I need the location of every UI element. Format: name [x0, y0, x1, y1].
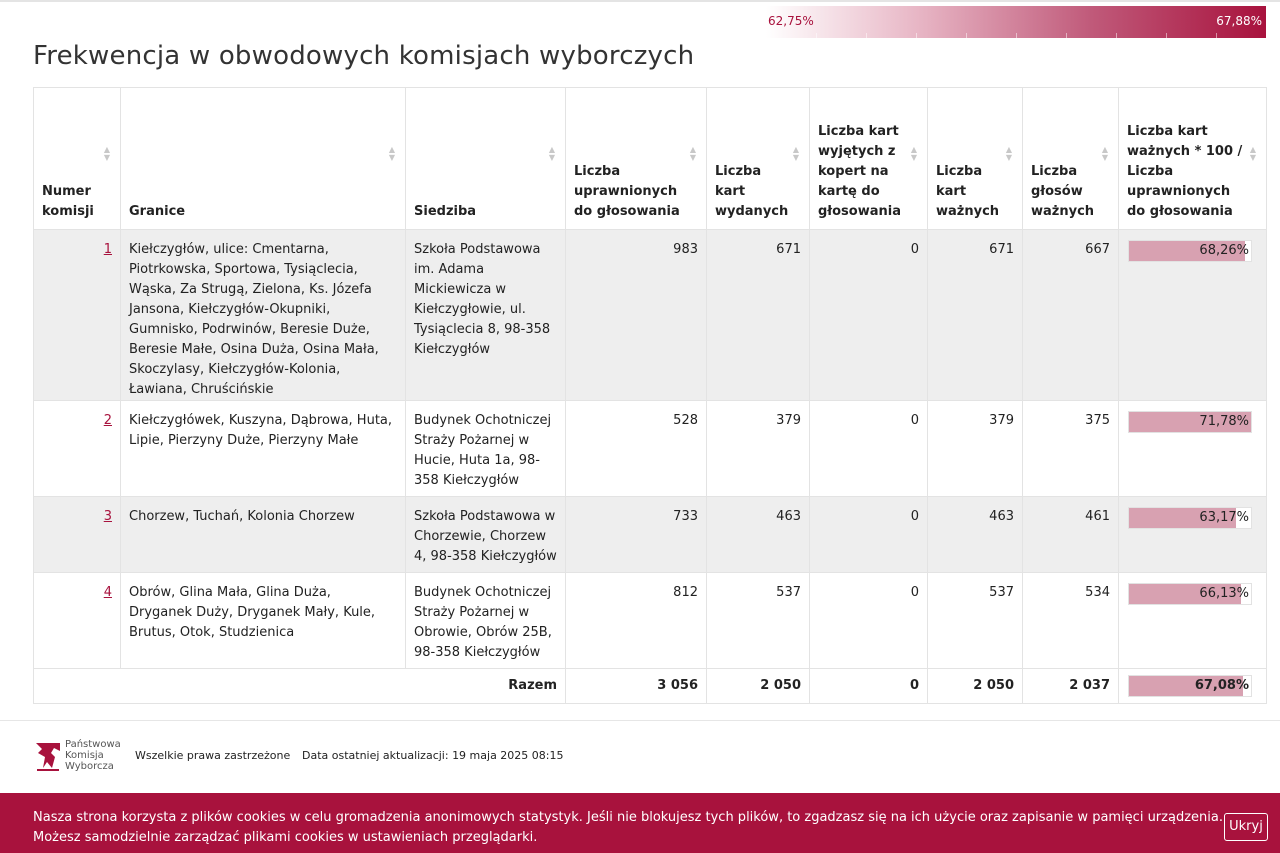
total-label: Razem	[34, 669, 566, 704]
taken-out-cell: 0	[810, 497, 928, 573]
top-divider	[0, 0, 1280, 2]
total-issued: 2 050	[707, 669, 810, 704]
turnout-value: 66,13%	[1199, 586, 1249, 601]
turnout-cell	[1119, 401, 1267, 497]
commission-link[interactable]: 4	[103, 585, 112, 600]
turnout-value: 71,78%	[1199, 414, 1249, 429]
eligible-cell: 812	[566, 573, 707, 669]
issued-cell: 537	[707, 573, 810, 669]
total-valid-votes: 2 037	[1023, 669, 1119, 704]
issued-cell: 463	[707, 497, 810, 573]
sort-arrows-icon: ▲ ▼	[792, 145, 799, 162]
scale-tick	[1116, 33, 1117, 38]
col-header-seat[interactable]: Siedziba ▲ ▼	[406, 88, 566, 230]
valid-votes-cell: 461	[1023, 497, 1119, 573]
col-header-turnout[interactable]: Liczba kart ważnych * 100 / Liczba uprawnionych do głosowania ▲ ▼	[1119, 88, 1267, 230]
cookie-banner	[0, 793, 1280, 853]
commission-number-cell	[34, 497, 121, 573]
logo-text: Państwowa Komisja Wyborcza	[65, 739, 121, 772]
sort-arrows-icon: ▲ ▼	[1249, 145, 1256, 162]
scale-tick	[816, 33, 817, 38]
commission-link[interactable]: 1	[103, 242, 112, 257]
sort-arrows-icon: ▲ ▼	[910, 145, 917, 162]
sort-arrows-icon: ▲ ▼	[103, 145, 110, 162]
sort-arrows-icon: ▲ ▼	[689, 145, 696, 162]
table-row	[34, 573, 1267, 669]
seat-cell: Budynek Ochotniczej Straży Pożarnej w Obrowie, Obrów 25B, 98-358 Kiełczygłów	[406, 573, 566, 669]
table-row	[34, 401, 1267, 497]
taken-out-cell: 0	[810, 573, 928, 669]
total-taken-out: 0	[810, 669, 928, 704]
turnout-color-scale	[766, 6, 1266, 38]
seat-cell: Szkoła Podstawowa im. Adama Mickiewicza w Kiełczygłowie, ul. Tysiąclecia 8, 98-358 Kiełczygłów	[406, 230, 566, 401]
cookie-hide-button[interactable]: Ukryj	[1224, 813, 1268, 841]
valid-cards-cell: 671	[928, 230, 1023, 401]
scale-tick	[1016, 33, 1017, 38]
scale-tick	[916, 33, 917, 38]
commission-number-cell	[34, 401, 121, 497]
commission-number-cell	[34, 573, 121, 669]
total-turnout-cell	[1119, 669, 1267, 704]
taken-out-cell: 0	[810, 230, 928, 401]
commissions-table	[33, 87, 1267, 704]
turnout-bar	[1128, 583, 1252, 605]
scale-max-label: 67,88%	[1216, 14, 1262, 28]
footer-divider	[0, 720, 1280, 721]
last-update-text: Data ostatniej aktualizacji: 19 maja 2025 08:15	[302, 749, 564, 762]
boundaries-cell: Chorzew, Tuchań, Kolonia Chorzew	[121, 497, 406, 573]
table-header-row	[34, 88, 1267, 230]
col-header-issued[interactable]: Liczba kart wydanych ▲ ▼	[707, 88, 810, 230]
pkw-emblem-icon	[34, 740, 62, 772]
seat-cell: Budynek Ochotniczej Straży Pożarnej w Hucie, Huta 1a, 98-358 Kiełczygłów	[406, 401, 566, 497]
boundaries-cell: Kiełczygłówek, Kuszyna, Dąbrowa, Huta, Lipie, Pierzyny Duże, Pierzyny Małe	[121, 401, 406, 497]
col-header-eligible[interactable]: Liczba uprawnionych do głosowania ▲ ▼	[566, 88, 707, 230]
turnout-bar	[1128, 507, 1252, 529]
boundaries-cell: Kiełczygłów, ulice: Cmentarna, Piotrkowska, Sportowa, Tysiąclecia, Wąska, Za Strugą, Zielona, Ks. Józefa Jansona, Kiełczygłów-Okupniki, Gumnisko, Podrwinów, Beresie Duże, Beresie Małe, Osina Duża, Osina Mała, Skoczylasy, Kiełczygłów-Kolonia, Ławiana, Chruścińskie	[121, 230, 406, 401]
col-header-valid-cards[interactable]: Liczba kart ważnych ▲ ▼	[928, 88, 1023, 230]
scale-tick	[966, 33, 967, 38]
turnout-cell	[1119, 497, 1267, 573]
turnout-bar	[1128, 675, 1252, 697]
issued-cell: 379	[707, 401, 810, 497]
valid-cards-cell: 379	[928, 401, 1023, 497]
turnout-bar	[1128, 411, 1252, 433]
turnout-value: 63,17%	[1199, 510, 1249, 525]
valid-cards-cell: 463	[928, 497, 1023, 573]
copyright-text: Wszelkie prawa zastrzeżone	[135, 749, 291, 762]
sort-arrows-icon: ▲ ▼	[1101, 145, 1108, 162]
valid-votes-cell: 375	[1023, 401, 1119, 497]
col-header-number[interactable]: Numer komisji ▲ ▼	[34, 88, 121, 230]
sort-arrows-icon: ▲ ▼	[1005, 145, 1012, 162]
eligible-cell: 733	[566, 497, 707, 573]
scale-tick	[1166, 33, 1167, 38]
scale-min-label: 62,75%	[768, 14, 814, 28]
total-row	[34, 669, 1267, 704]
turnout-cell	[1119, 230, 1267, 401]
turnout-value: 68,26%	[1199, 243, 1249, 258]
table-row	[34, 230, 1267, 401]
commission-link[interactable]: 2	[103, 413, 112, 428]
turnout-bar	[1128, 240, 1252, 262]
turnout-cell	[1119, 573, 1267, 669]
valid-cards-cell: 537	[928, 573, 1023, 669]
turnout-value: 67,08%	[1194, 678, 1249, 693]
commission-number-cell	[34, 230, 121, 401]
boundaries-cell: Obrów, Glina Mała, Glina Duża, Dryganek Duży, Dryganek Mały, Kule, Brutus, Otok, Studzienica	[121, 573, 406, 669]
scale-tick	[1216, 33, 1217, 38]
sort-arrows-icon: ▲ ▼	[388, 145, 395, 162]
col-header-taken-out[interactable]: Liczba kart wyjętych z kopert na kartę do głosowania ▲ ▼	[810, 88, 928, 230]
valid-votes-cell: 534	[1023, 573, 1119, 669]
scale-tick	[866, 33, 867, 38]
cookie-message: Nasza strona korzysta z plików cookies w celu gromadzenia anonimowych statystyk. Jeśli nie blokujesz tych plików, to zgadzasz się na ich użycie oraz zapisanie w pamięci urządzenia. Możesz samodzielnie zarządzać plikami cookies w ustawieniach przeglądarki.	[33, 810, 1223, 845]
col-header-boundaries[interactable]: Granice ▲ ▼	[121, 88, 406, 230]
eligible-cell: 983	[566, 230, 707, 401]
taken-out-cell: 0	[810, 401, 928, 497]
total-eligible: 3 056	[566, 669, 707, 704]
valid-votes-cell: 667	[1023, 230, 1119, 401]
eligible-cell: 528	[566, 401, 707, 497]
table-row	[34, 497, 1267, 573]
total-valid-cards: 2 050	[928, 669, 1023, 704]
scale-tick	[1066, 33, 1067, 38]
commission-link[interactable]: 3	[103, 509, 112, 524]
col-header-valid-votes[interactable]: Liczba głosów ważnych ▲ ▼	[1023, 88, 1119, 230]
sort-arrows-icon: ▲ ▼	[548, 145, 555, 162]
page-title: Frekwencja w obwodowych komisjach wyborczych	[33, 41, 695, 71]
seat-cell: Szkoła Podstawowa w Chorzewie, Chorzew 4, 98-358 Kiełczygłów	[406, 497, 566, 573]
issued-cell: 671	[707, 230, 810, 401]
